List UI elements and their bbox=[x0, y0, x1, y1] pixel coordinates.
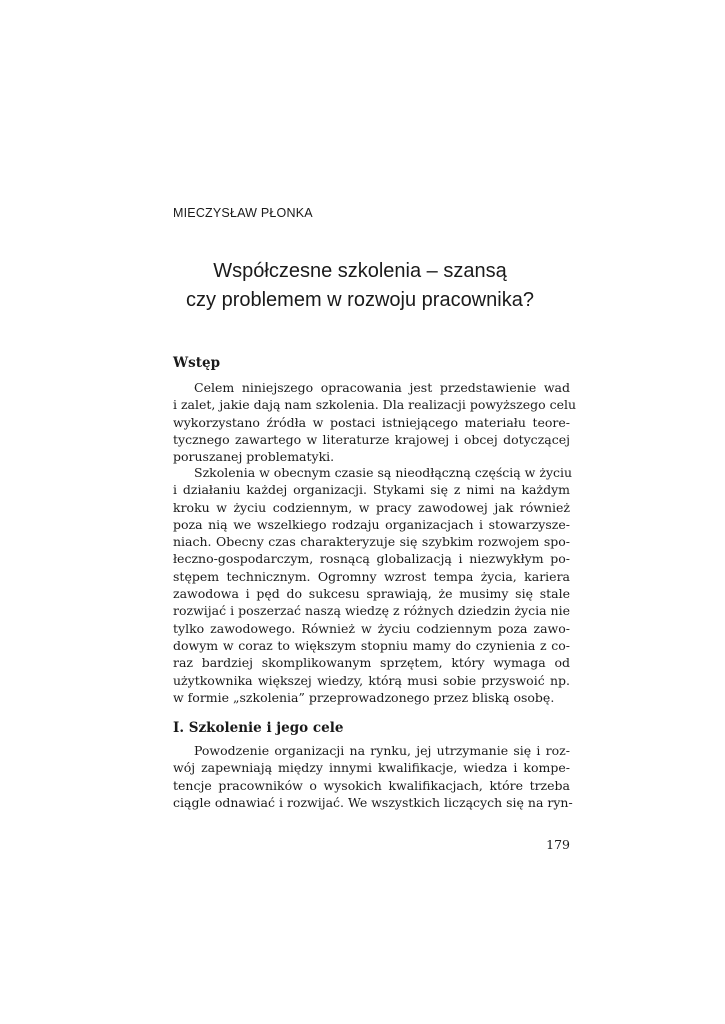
title-line-2: czy problemem w rozwoju pracownika? bbox=[186, 289, 534, 311]
text-line: Szkolenia w obecnym czasie są nieodłączną częścią w życiu bbox=[194, 465, 573, 480]
text-line: wój zapewniają między innymi kwalifikacje, wiedza i kompe- bbox=[173, 760, 570, 776]
text-line: Powodzenie organizacji na rynku, jej utrzymanie się i roz- bbox=[194, 743, 570, 758]
page-number: 179 bbox=[546, 837, 570, 852]
section-heading-training-goals: I. Szkolenie i jego cele bbox=[173, 720, 344, 736]
text-line: i działaniu każdej organizacji. Stykami się z nimi na każdym bbox=[173, 482, 570, 498]
text-line: kroku w życiu codziennym, w pracy zawodowej jak również bbox=[173, 499, 570, 515]
text-line: tencje pracowników o wysokich kwalifikacjach, które trzeba bbox=[173, 777, 570, 793]
text-line: stępem technicznym. Ogromny wzrost tempa życia, kariera bbox=[173, 568, 570, 584]
text-line: raz bardziej skomplikowanym sprzętem, który wymaga od bbox=[173, 655, 570, 671]
text-line: ciągle odnawiać i rozwijać. We wszystkich liczących się na ryn- bbox=[173, 794, 573, 810]
text-line: dowym w coraz to większym stopniu mamy do czynienia z co- bbox=[173, 637, 570, 653]
author-name: MIECZYSŁAW PŁONKA bbox=[173, 206, 313, 220]
title-line-1: Współczesne szkolenia – szansą bbox=[213, 260, 507, 282]
article-title bbox=[150, 257, 570, 315]
text-line: i zalet, jakie dają nam szkolenia. Dla realizacji powyższego celu bbox=[173, 397, 577, 413]
section-heading-introduction: Wstęp bbox=[173, 355, 221, 371]
text-line: poruszanej problematyki. bbox=[173, 449, 335, 465]
intro-paragraph-2 bbox=[173, 464, 573, 706]
text-line: tylko zawodowego. Również w życiu codziennym poza zawo- bbox=[173, 620, 570, 636]
text-line: łeczno-gospodarczym, rosnącą globalizacją i niezwykłym po- bbox=[173, 551, 570, 567]
text-line: niach. Obecny czas charakteryzuje się szybkim rozwojem spo- bbox=[173, 534, 570, 550]
goals-paragraph-1 bbox=[173, 742, 573, 811]
text-line: Celem niniejszego opracowania jest przedstawienie wad bbox=[194, 380, 570, 395]
text-line: wykorzystano źródła w postaci istniejącego materiału teore- bbox=[173, 414, 570, 430]
intro-paragraph-1 bbox=[173, 379, 577, 465]
text-line: zawodowa i pęd do sukcesu sprawiają, że musimy się stale bbox=[173, 586, 570, 602]
text-line: tycznego zawartego w literaturze krajowej i obcej dotyczącej bbox=[173, 431, 570, 447]
text-line: poza nią we wszelkiego rodzaju organizacjach i stowarzysze- bbox=[173, 516, 570, 532]
text-line: użytkownika większej wiedzy, którą musi sobie przyswoić np. bbox=[173, 672, 570, 688]
text-line: w formie „szkolenia” przeprowadzonego przez bliską osobę. bbox=[173, 689, 555, 705]
text-line: rozwijać i poszerzać naszą wiedzę z różnych dziedzin życia nie bbox=[173, 603, 570, 619]
